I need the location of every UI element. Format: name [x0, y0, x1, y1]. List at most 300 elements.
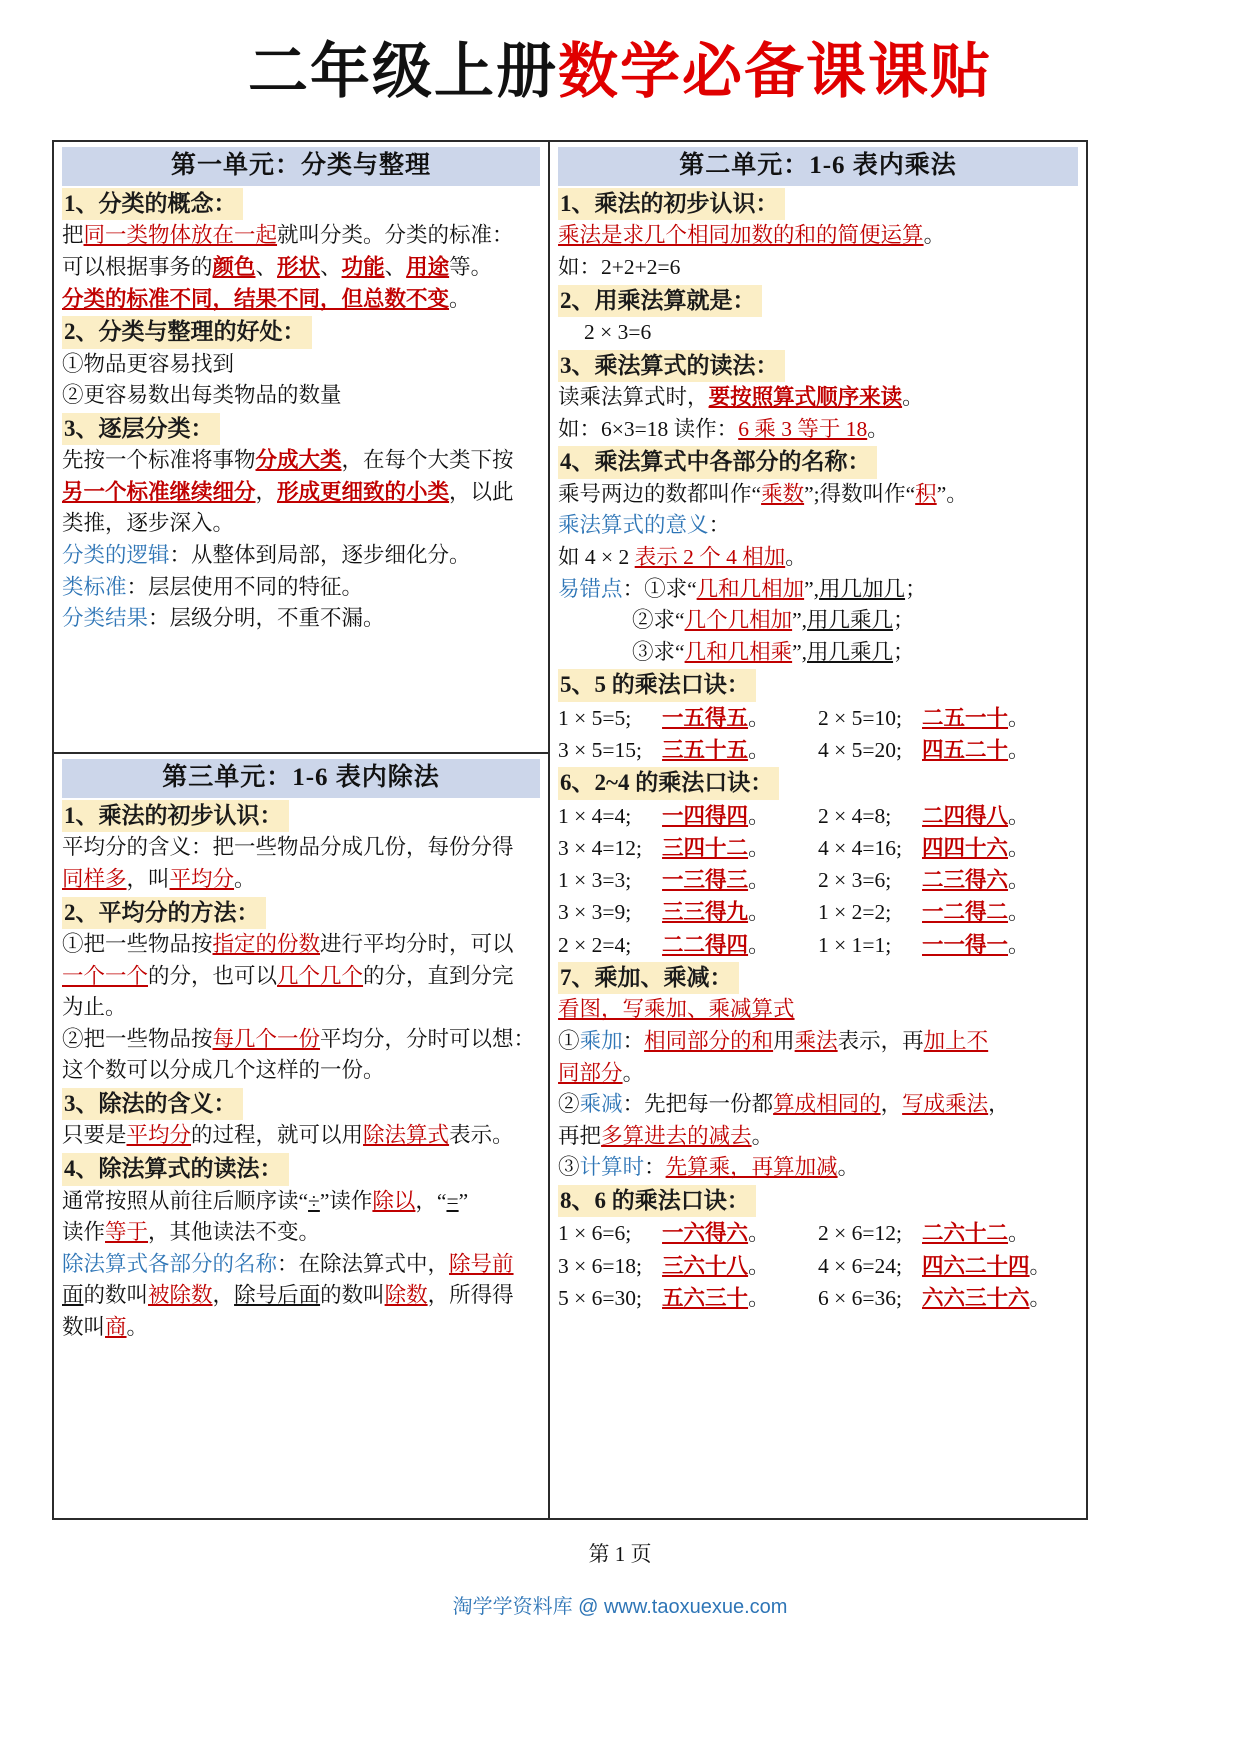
text-line [558, 414, 1078, 446]
page-title [0, 39, 1240, 105]
formula-expression: 1 × 1=1; [818, 932, 892, 957]
text-span: ，其他读法不变。 [148, 1220, 321, 1245]
unit1-body [62, 188, 540, 635]
text-line [62, 1249, 540, 1281]
text-line [62, 477, 540, 509]
formula-period: 。 [748, 803, 770, 828]
text-span: 积 [915, 481, 937, 506]
section-heading-text: 5、5 的乘法口诀： [558, 669, 756, 701]
formula-period: 。 [1008, 835, 1030, 860]
text-span: ” [458, 1188, 469, 1213]
text-span: 商 [105, 1314, 127, 1339]
formula-mnemonic: 二四得八 [922, 803, 1009, 828]
unit1-header: 第一单元：分类与整理 [62, 147, 540, 186]
text-span: 乘法 [794, 1028, 838, 1053]
text-span: 功能 [341, 255, 385, 280]
text-span: 形状 [277, 255, 321, 280]
text-line [558, 220, 1078, 252]
formula-expression: 3 × 6=18; [558, 1253, 643, 1278]
formula-row [558, 896, 1078, 928]
text-span: 同一类物体放在一起 [83, 223, 278, 248]
text-line [62, 349, 540, 381]
section-heading [558, 669, 1078, 701]
text-span: ，以此 [449, 479, 514, 504]
text-span: ÷ [308, 1188, 320, 1213]
formula-mnemonic: 一一得一 [922, 932, 1009, 957]
text-span: 、 [384, 255, 407, 280]
text-span: 、 [320, 255, 342, 280]
formula-mnemonic: 五六三十 [662, 1285, 749, 1310]
text-span: 6 乘 3 等于 18 [738, 416, 868, 441]
text-line [62, 992, 540, 1024]
formula-period: 。 [748, 835, 770, 860]
text-line [558, 1121, 1078, 1153]
text-span: 。 [126, 1314, 149, 1339]
text-span: 颜色 [212, 255, 256, 280]
text-span: ：层层使用不同的特征。 [126, 574, 364, 599]
formula-period: 。 [748, 900, 770, 925]
text-line [62, 1217, 540, 1249]
formula-cell [818, 1282, 1078, 1314]
left-column [54, 142, 550, 1518]
text-line [558, 605, 1078, 637]
text-span: 表示 2 个 4 相加 [634, 544, 786, 569]
page-title-subject: 数学必备课课贴 [558, 39, 992, 105]
page-number: 第 1 页 [588, 1542, 652, 1566]
right-column [550, 142, 1086, 1518]
formula-cell [558, 734, 818, 766]
text-span: 读作 [62, 1220, 106, 1245]
formula-expression: 4 × 4=16; [818, 835, 902, 860]
unit3-header: 第三单元：1-6 表内除法 [62, 759, 540, 798]
formula-expression: 6 × 6=36; [818, 1285, 902, 1310]
formula-cell [818, 864, 1078, 896]
formula-row [558, 929, 1078, 961]
text-span: 的过程，就可以用 [191, 1123, 364, 1148]
formula-period: 。 [1029, 1285, 1052, 1310]
formula-cell [818, 929, 1078, 961]
text-span: ：从整体到局部，逐步细化分。 [169, 543, 471, 568]
section-heading-text: 6、2~4 的乘法口诀： [558, 767, 779, 799]
formula-mnemonic: 三三得九 [662, 900, 749, 925]
text-line [62, 1280, 540, 1312]
text-line [558, 252, 1078, 284]
text-span: 算成相同的 [773, 1092, 881, 1117]
formula-row [558, 734, 1078, 766]
text-span: 数叫 [62, 1314, 106, 1339]
formula-cell [818, 1217, 1078, 1249]
formula-period: 。 [1008, 900, 1030, 925]
formula-expression: 1 × 6=6; [558, 1221, 632, 1246]
formula-expression: 3 × 3=9; [558, 900, 632, 925]
text-line [62, 929, 540, 961]
formula-mnemonic: 四四十六 [922, 835, 1009, 860]
section-heading [62, 800, 540, 832]
formula-period: 。 [1029, 1253, 1052, 1278]
text-line [62, 284, 540, 316]
section-heading [558, 767, 1078, 799]
section-heading-text: 1、分类的概念： [62, 188, 243, 220]
text-span: 如：2+2+2=6 [558, 255, 681, 280]
text-line [62, 603, 540, 635]
section-heading [558, 285, 1078, 317]
text-span: 平均分，分时可以想： [320, 1026, 536, 1051]
text-span: 指定的份数 [212, 932, 321, 957]
text-line [62, 832, 540, 864]
text-span: 要按照算式顺序来读 [708, 385, 903, 410]
text-span: ”, [792, 608, 808, 633]
formula-cell [818, 734, 1078, 766]
text-span: 除法算式各部分的名称 [62, 1251, 278, 1276]
text-span: 分类的逻辑 [62, 543, 170, 568]
unit3-block [54, 754, 548, 1518]
formula-period: 。 [748, 932, 770, 957]
text-span: 除号后面 [234, 1283, 321, 1308]
text-span: ， [255, 479, 278, 504]
formula-cell [818, 896, 1078, 928]
text-span: 用几乘几 [807, 608, 894, 633]
text-line [62, 540, 540, 572]
text-span: 。 [449, 286, 471, 311]
text-span: ： [622, 1028, 645, 1053]
formula-expression: 3 × 5=15; [558, 737, 643, 762]
formula-period: 。 [748, 1285, 770, 1310]
formula-cell [558, 1250, 818, 1282]
text-span: 只要是 [62, 1123, 127, 1148]
formula-row [558, 800, 1078, 832]
formula-period: 。 [1008, 705, 1030, 730]
formula-cell [558, 864, 818, 896]
section-heading [62, 188, 540, 220]
text-line [62, 508, 540, 540]
text-span: 类推，逐步深入。 [62, 511, 235, 536]
text-span: ③ [558, 1155, 580, 1180]
text-span: 一个一个 [62, 963, 149, 988]
formula-cell [558, 896, 818, 928]
text-span: 等于 [105, 1220, 149, 1245]
text-span: 看图，写乘加、乘减算式 [558, 997, 795, 1022]
text-span: ”。 [936, 481, 968, 506]
unit2-block [550, 142, 1086, 1518]
section-heading-text: 2、分类与整理的好处： [62, 316, 312, 348]
formula-expression: 1 × 4=4; [558, 803, 632, 828]
text-span: ② [558, 1092, 580, 1117]
text-span: 就叫分类。分类的标准： [277, 223, 514, 248]
text-span: 。 [902, 385, 924, 410]
formula-mnemonic: 二二得四 [662, 932, 749, 957]
text-span: ”;得数叫作“ [804, 481, 916, 506]
formula-expression: 4 × 5=20; [818, 737, 902, 762]
text-span: ，所得得 [427, 1283, 514, 1308]
text-span: 另一个标准继续细分 [62, 479, 256, 504]
formula-expression: 1 × 5=5; [558, 705, 632, 730]
text-line [62, 1055, 540, 1087]
text-span: 乘加 [579, 1028, 623, 1053]
text-line [558, 1058, 1078, 1090]
text-line [558, 510, 1078, 542]
text-line [558, 994, 1078, 1026]
text-span: 乘数 [761, 481, 805, 506]
text-line [558, 1026, 1078, 1058]
formula-expression: 1 × 3=3; [558, 868, 632, 893]
formula-mnemonic: 一六得六 [662, 1221, 749, 1246]
formula-mnemonic: 一四得四 [662, 803, 749, 828]
text-span: 。 [785, 544, 807, 569]
formula-mnemonic: 二六十二 [922, 1221, 1009, 1246]
section-heading-text: 7、乘加、乘减： [558, 962, 739, 994]
unit3-body [62, 800, 540, 1343]
text-line [62, 1186, 540, 1218]
formula-period: 。 [1008, 932, 1030, 957]
watermark: 淘学学资料库 @ www.taoxuexue.com [452, 1596, 788, 1618]
formula-cell [818, 800, 1078, 832]
text-span: 相同部分的和 [644, 1028, 774, 1053]
section-heading [558, 446, 1078, 478]
formula-mnemonic: 二三得六 [922, 868, 1009, 893]
text-span: 除以 [372, 1188, 416, 1213]
formula-period: 。 [748, 737, 770, 762]
text-span: 乘号两边的数都叫作“ [558, 481, 762, 506]
text-span: 分类结果 [62, 606, 149, 631]
formula-mnemonic: 一三得三 [662, 868, 749, 893]
text-span: 用几加几 [819, 576, 906, 601]
text-span: 。 [923, 223, 946, 248]
section-heading-text: 2、用乘法算就是： [558, 285, 762, 317]
formula-cell [558, 929, 818, 961]
section-heading-text: 4、乘法算式中各部分的名称： [558, 446, 877, 478]
formula-mnemonic: 四六二十四 [922, 1253, 1030, 1278]
formula-period: 。 [1008, 803, 1030, 828]
text-span: 面 [62, 1283, 84, 1308]
text-span: 几和几相加 [696, 576, 805, 601]
text-span: ③求“ [632, 639, 685, 664]
text-span: ：层级分明，不重不漏。 [148, 606, 385, 631]
section-heading [558, 188, 1078, 220]
text-span: 把 [62, 223, 84, 248]
text-span: 多算进去的减去 [601, 1123, 752, 1148]
section-heading [558, 962, 1078, 994]
text-line [62, 1120, 540, 1152]
text-span: 用几乘几 [807, 639, 894, 664]
text-span: 写成乘法 [902, 1092, 989, 1117]
text-span: 、 [255, 255, 278, 280]
text-span: 乘减 [579, 1092, 623, 1117]
formula-cell [558, 800, 818, 832]
section-heading-text: 8、6 的乘法口诀： [558, 1185, 756, 1217]
section-heading [62, 897, 540, 929]
formula-cell [558, 702, 818, 734]
section-heading-text: 1、乘法的初步认识： [62, 800, 289, 832]
text-span: ，叫 [126, 867, 170, 892]
unit2-header: 第二单元：1-6 表内乘法 [558, 147, 1078, 186]
text-span: ； [905, 576, 927, 601]
text-span: ，在每个大类下按 [341, 448, 514, 473]
text-span: 。 [234, 867, 256, 892]
text-span: 先算乘，再算加减 [665, 1155, 838, 1180]
text-span: 先按一个标准将事物 [62, 448, 256, 473]
text-span: ①物品更容易找到 [62, 351, 235, 376]
text-span: 。 [622, 1060, 645, 1085]
text-line [558, 382, 1078, 414]
text-line [62, 220, 540, 252]
text-span: 这个数可以分成几个这样的一份。 [62, 1058, 385, 1083]
text-span: 乘法是求几个相同加数的和的简便运算 [558, 223, 924, 248]
section-heading-text: 4、除法算式的读法： [62, 1153, 289, 1185]
text-span: 。 [867, 416, 889, 441]
formula-cell [558, 1217, 818, 1249]
text-span: 几和几相乘 [684, 639, 793, 664]
text-span: 通常按照从前往后顺序读“ [62, 1188, 309, 1213]
text-span: = [446, 1188, 459, 1213]
text-span: 等。 [449, 255, 493, 280]
formula-mnemonic: 一二得二 [922, 900, 1009, 925]
text-span: 几个几个 [277, 963, 364, 988]
formula-cell [818, 702, 1078, 734]
text-span: ：在除法算式中， [277, 1251, 450, 1276]
section-heading-text: 1、乘法的初步认识： [558, 188, 785, 220]
formula-period: 。 [1008, 737, 1030, 762]
text-span: 形成更细致的小类 [277, 479, 450, 504]
text-span: 每几个一份 [212, 1026, 321, 1051]
text-span: ； [893, 639, 915, 664]
text-line [62, 572, 540, 604]
text-span: ：先把每一份都 [622, 1092, 774, 1117]
text-span: ① [558, 1028, 580, 1053]
text-span: 表示，再 [837, 1028, 924, 1053]
text-span: ②把一些物品按 [62, 1026, 213, 1051]
text-span: 进行平均分时，可以 [320, 932, 514, 957]
formula-mnemonic: 一五得五 [662, 705, 749, 730]
section-heading-text: 3、乘法算式的读法： [558, 350, 785, 382]
formula-expression: 2 × 2=4; [558, 932, 632, 957]
text-span: 用途 [406, 255, 450, 280]
formula-mnemonic: 三五十五 [662, 737, 749, 762]
formula-row [558, 864, 1078, 896]
formula-period: 。 [748, 1253, 770, 1278]
text-line [558, 479, 1078, 511]
formula-period: 。 [1008, 868, 1030, 893]
formula-mnemonic: 二五一十 [922, 705, 1009, 730]
text-span: 除法算式 [363, 1123, 450, 1148]
text-span: 除号前 [449, 1251, 514, 1276]
unit1-block [54, 142, 548, 754]
text-span: ： [708, 513, 731, 538]
text-span: 分成大类 [255, 448, 342, 473]
formula-row [558, 1282, 1078, 1314]
text-line [558, 542, 1078, 574]
text-span: 如：6×3=18 读作： [558, 416, 739, 441]
formula-cell [558, 1282, 818, 1314]
text-span: 类标准 [62, 574, 127, 599]
text-span: 乘法算式的意义 [558, 513, 709, 538]
text-span: 为止。 [62, 995, 127, 1020]
text-span: 加上不 [923, 1028, 989, 1053]
section-heading [558, 1185, 1078, 1217]
text-line [62, 1024, 540, 1056]
formula-mnemonic: 六六三十六 [922, 1285, 1030, 1310]
text-line [558, 1152, 1078, 1184]
formula-cell [818, 1250, 1078, 1282]
formula-period: 。 [748, 705, 770, 730]
text-span: 表示。 [449, 1123, 514, 1148]
text-span: 。 [837, 1155, 860, 1180]
formula-row [558, 1217, 1078, 1249]
text-span: ，“ [415, 1188, 447, 1213]
text-span: 用 [773, 1028, 795, 1053]
formula-expression: 2 × 4=8; [818, 803, 892, 828]
text-span: ， [212, 1283, 235, 1308]
text-span: 平均分的含义：把一些物品分成几份，每份分得 [62, 835, 514, 860]
text-span: ：①求“ [622, 576, 697, 601]
formula-mnemonic: 三四十二 [662, 835, 749, 860]
text-span: 同部分 [558, 1060, 623, 1085]
section-heading [558, 350, 1078, 382]
text-span: ①把一些物品按 [62, 932, 213, 957]
unit2-body [558, 188, 1078, 1314]
text-span: ”读作 [319, 1188, 373, 1213]
text-span: 的分，也可以 [148, 963, 278, 988]
text-line [62, 961, 540, 993]
text-span: 可以根据事务的 [62, 255, 213, 280]
text-span: ”, [792, 639, 808, 664]
text-span: ： [644, 1155, 666, 1180]
formula-cell [558, 832, 818, 864]
text-line [62, 380, 540, 412]
text-span: 平均分 [126, 1123, 192, 1148]
text-span: 的数叫 [83, 1283, 149, 1308]
text-span: 平均分 [169, 867, 235, 892]
text-line [558, 637, 1078, 669]
text-span: 再把 [558, 1123, 602, 1148]
text-span: ， [988, 1092, 1010, 1117]
formula-expression: 2 × 5=10; [818, 705, 902, 730]
text-span: ”, [804, 576, 820, 601]
content-frame [52, 140, 1088, 1520]
text-line [558, 317, 1078, 349]
formula-expression: 3 × 4=12; [558, 835, 643, 860]
text-span: 读乘法算式时， [558, 385, 709, 410]
formula-mnemonic: 三六十八 [662, 1253, 749, 1278]
text-span: ②更容易数出每类物品的数量 [62, 383, 342, 408]
text-line [62, 864, 540, 896]
text-span: 2 × 3=6 [584, 320, 652, 345]
section-heading-text: 2、平均分的方法： [62, 897, 266, 929]
section-heading-text: 3、逐层分类： [62, 413, 220, 445]
formula-period: 。 [748, 1221, 770, 1246]
section-heading [62, 1153, 540, 1185]
text-span: 几个几相加 [684, 608, 793, 633]
formula-expression: 1 × 2=2; [818, 900, 892, 925]
formula-period: 。 [1008, 1221, 1030, 1246]
section-heading-text: 3、除法的含义： [62, 1088, 243, 1120]
formula-cell [818, 832, 1078, 864]
formula-expression: 2 × 6=12; [818, 1221, 902, 1246]
text-span: 如 4 × 2 [558, 544, 635, 569]
text-span: 同样多 [62, 867, 127, 892]
text-span: 除数 [384, 1283, 428, 1308]
formula-row [558, 1250, 1078, 1282]
section-heading [62, 316, 540, 348]
text-span: 被除数 [148, 1283, 213, 1308]
text-line [558, 574, 1078, 606]
text-line [62, 1312, 540, 1344]
text-line [62, 445, 540, 477]
formula-expression: 4 × 6=24; [818, 1253, 902, 1278]
text-span: ②求“ [632, 608, 685, 633]
formula-period: 。 [748, 868, 770, 893]
text-span: 计算时 [579, 1155, 645, 1180]
text-span: ， [880, 1092, 903, 1117]
